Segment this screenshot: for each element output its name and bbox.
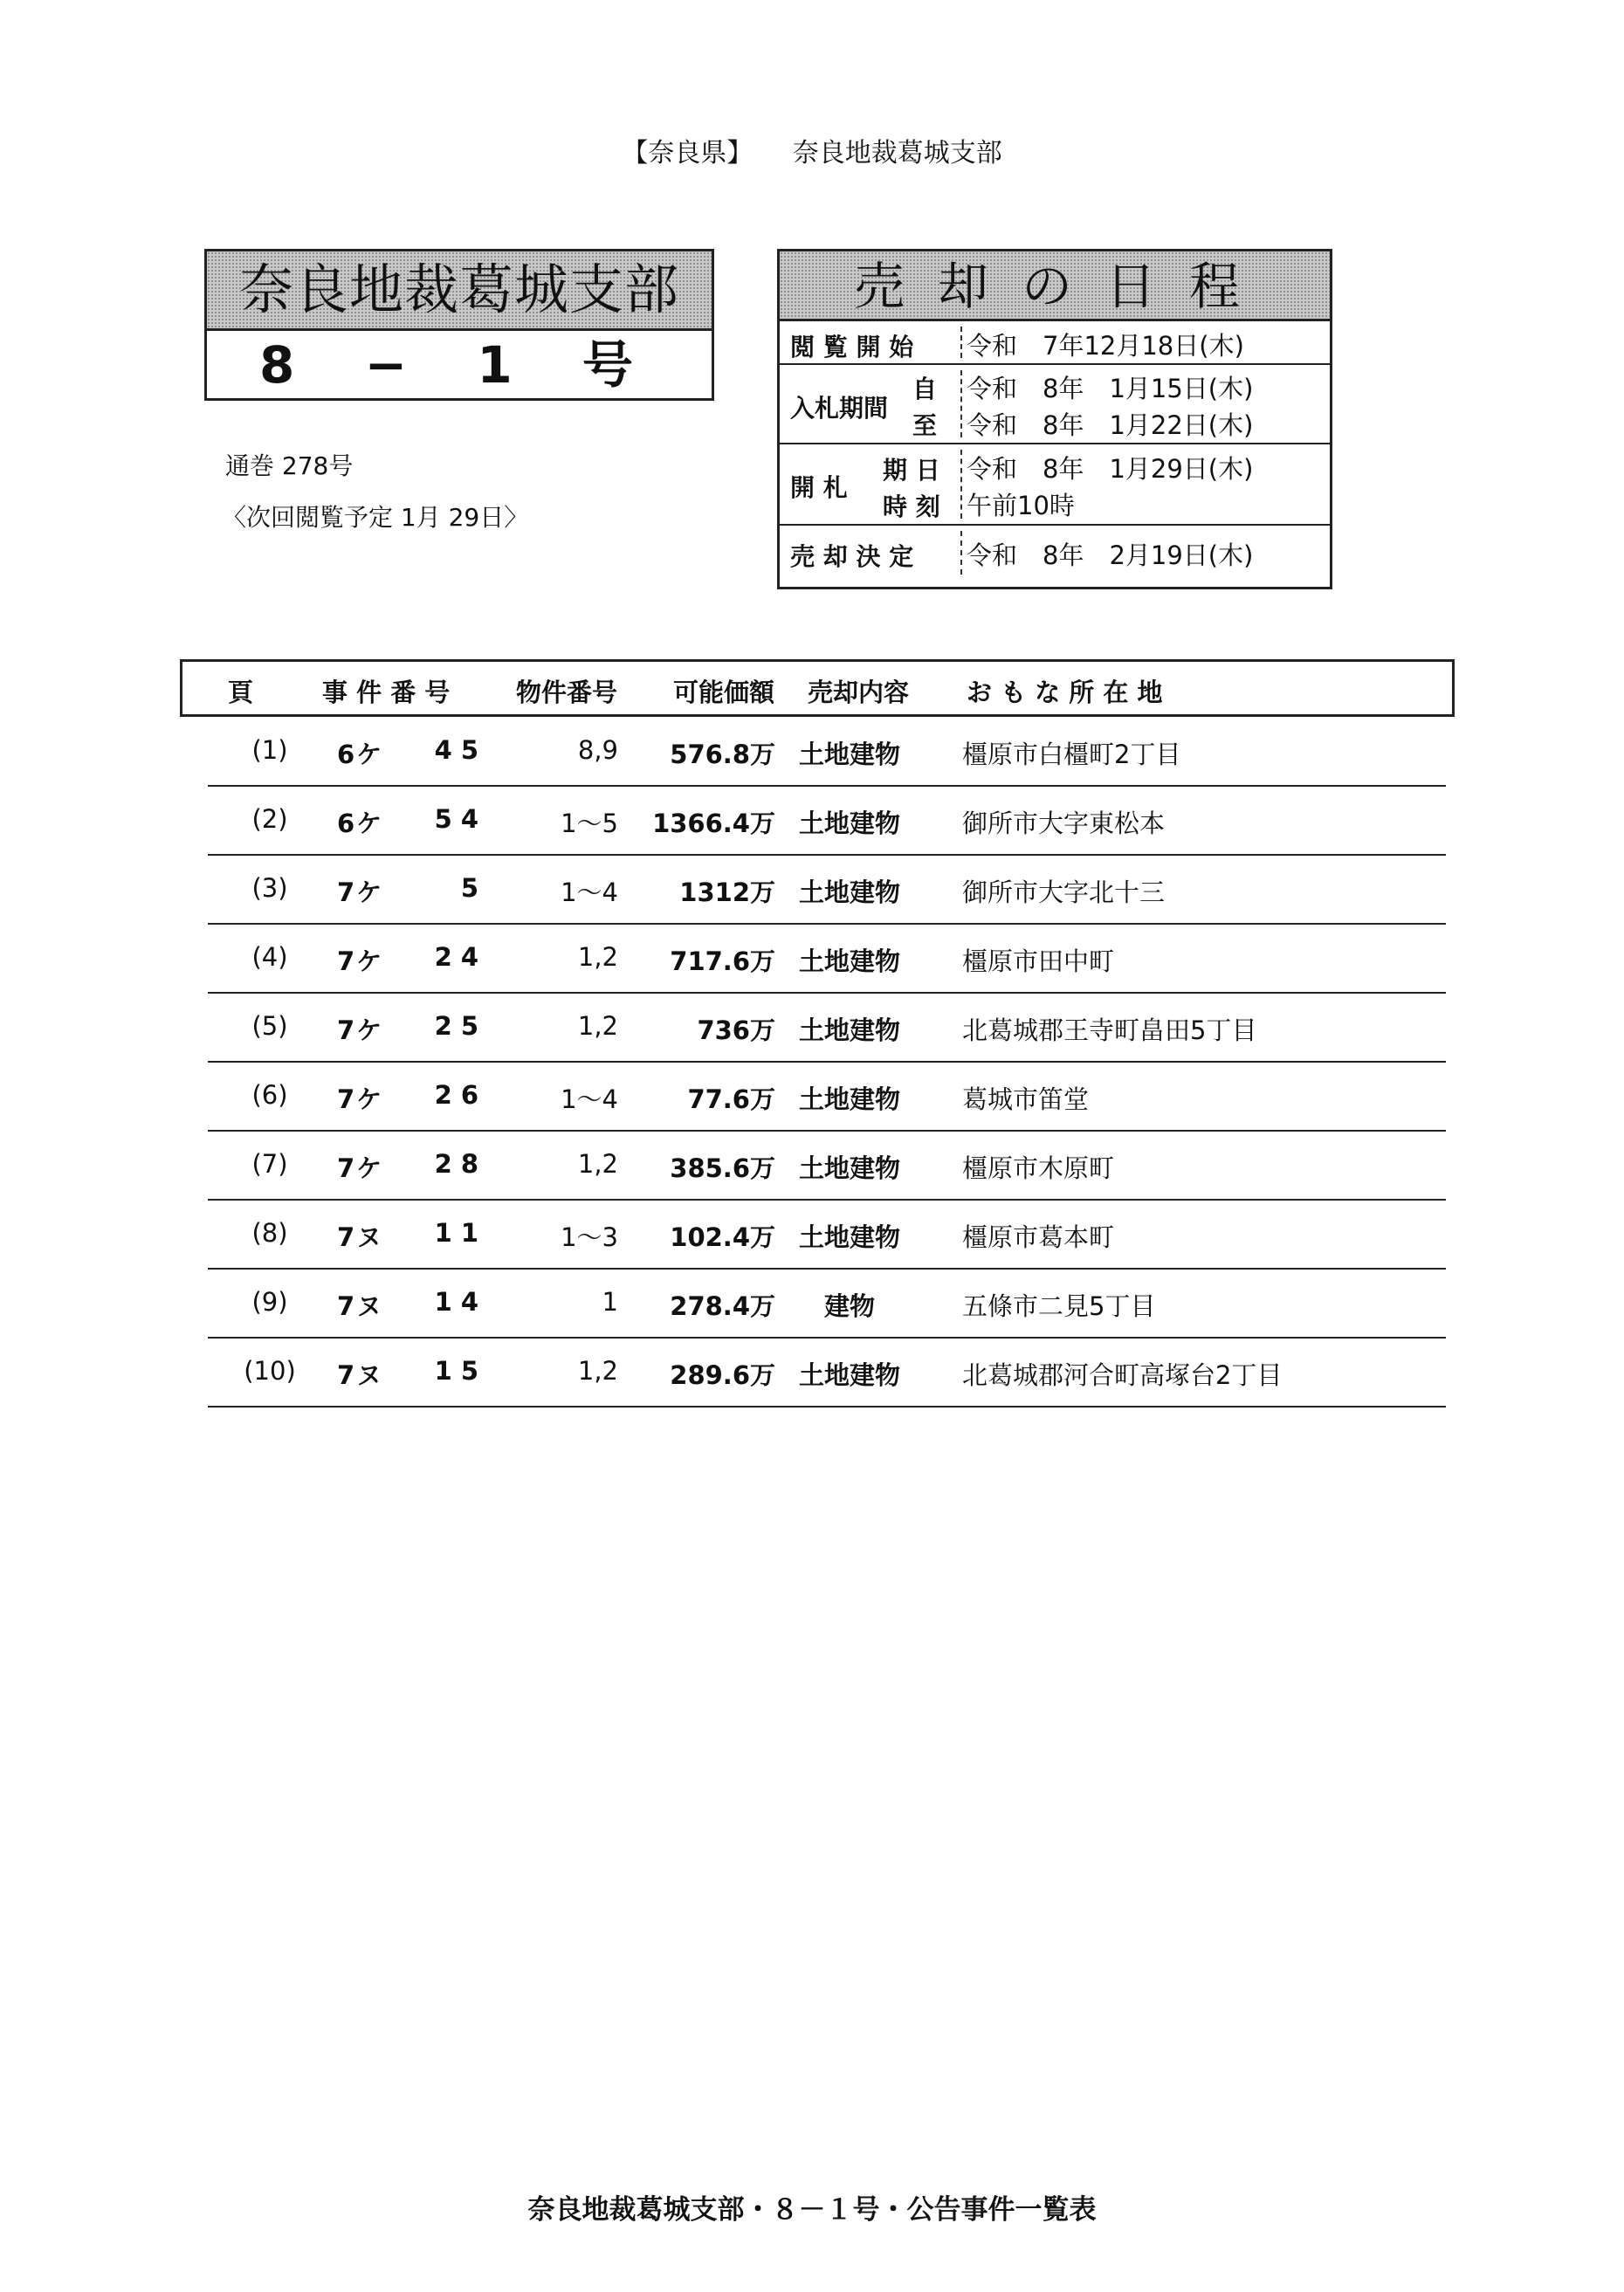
row-sale-type: 土地建物: [798, 809, 900, 838]
row-case-number: 11: [434, 1218, 487, 1248]
row-case-number: 15: [434, 1356, 487, 1386]
row-property-number: 1,2: [577, 1149, 618, 1179]
court-label: 奈良地裁葛城支部: [792, 138, 1002, 169]
opening-date-value: 令和 8年 1月29日(木): [967, 454, 1254, 484]
row-case-number: 5: [460, 873, 487, 903]
row-case-number: 54: [434, 804, 487, 834]
row-page-ref: (8): [251, 1218, 288, 1248]
table-row: [208, 718, 1446, 787]
row-page-ref: (7): [251, 1149, 288, 1179]
row-sale-type: 土地建物: [798, 1222, 900, 1252]
page-footer: 奈良地裁葛城支部・８－１号・公告事件一覧表: [527, 2194, 1097, 2226]
row-price: 289.6万: [670, 1360, 775, 1390]
row-property-number: 1〜3: [561, 1222, 618, 1252]
table-row: [208, 925, 1446, 994]
row-case-code: 7ヌ: [337, 1360, 384, 1390]
row-price: 385.6万: [670, 1153, 775, 1183]
opening-time-label: 時 刻: [883, 492, 940, 521]
next-viewing-date: 〈次回閲覧予定 1月 29日〉: [222, 503, 529, 532]
row-sale-type: 土地建物: [798, 946, 900, 976]
row-property-number: 1〜4: [561, 1084, 618, 1114]
row-location: 北葛城郡王寺町畠田5丁目: [962, 1015, 1257, 1045]
schedule-title: 売却の日程: [780, 251, 1330, 321]
row-case-number: 45: [434, 735, 487, 765]
row-price: 717.6万: [670, 946, 775, 976]
issue-number: 8 − 1 号: [259, 335, 659, 395]
header-page: 頁: [228, 678, 254, 707]
volume-number: 通巻 278号: [225, 451, 354, 480]
table-row: [208, 1201, 1446, 1270]
row-property-number: 1,2: [577, 1356, 618, 1386]
row-location: 五條市二見5丁目: [962, 1291, 1156, 1321]
row-location: 葛城市笛堂: [962, 1084, 1090, 1114]
row-sale-type: 土地建物: [798, 740, 900, 769]
row-price: 1312万: [679, 878, 775, 907]
row-page-ref: (1): [251, 735, 288, 765]
sale-schedule-box: [777, 249, 1332, 589]
row-sale-type: 土地建物: [798, 1015, 900, 1045]
row-case-code: 7ケ: [337, 1084, 384, 1114]
table-row: [208, 1132, 1446, 1201]
row-case-number: 24: [434, 942, 487, 972]
row-location: 橿原市葛本町: [962, 1222, 1115, 1252]
table-row: [208, 787, 1446, 856]
row-location: 橿原市田中町: [962, 946, 1115, 976]
row-case-code: 7ケ: [337, 878, 384, 907]
row-location: 御所市大字東松本: [962, 809, 1166, 838]
listing-table-header: [180, 659, 1455, 717]
row-property-number: 8,9: [577, 735, 618, 765]
row-sale-type: 土地建物: [798, 1360, 900, 1390]
row-sale-type: 建物: [823, 1291, 875, 1321]
viewing-value: 令和 7年12月18日(木): [967, 331, 1244, 361]
row-case-number: 14: [434, 1287, 487, 1317]
row-sale-type: 土地建物: [798, 1084, 900, 1114]
opening-date-label: 期 日: [883, 456, 940, 485]
opening-label: 開 札: [790, 473, 848, 502]
table-row: [208, 994, 1446, 1063]
row-property-number: 1,2: [577, 1011, 618, 1041]
row-location: 北葛城郡河合町高塚台2丁目: [962, 1360, 1283, 1390]
schedule-row-decision: [780, 526, 1330, 580]
table-row: [208, 1063, 1446, 1132]
bidding-to-label: 至: [912, 411, 938, 440]
row-case-code: 7ケ: [337, 946, 384, 976]
header-price: 可能価額: [673, 678, 775, 707]
row-property-number: 1,2: [577, 942, 618, 972]
row-case-number: 28: [434, 1149, 487, 1179]
row-location: 橿原市木原町: [962, 1153, 1115, 1183]
table-row: [208, 1339, 1446, 1408]
row-page-ref: (2): [251, 804, 288, 834]
viewing-label: 閲 覧 開 始: [790, 333, 914, 361]
row-case-number: 26: [434, 1080, 487, 1110]
header-sale-type: 売却内容: [808, 678, 910, 707]
row-page-ref: (9): [251, 1287, 288, 1317]
bidding-label: 入札期間: [790, 394, 889, 423]
header-property-number: 物件番号: [516, 678, 618, 707]
schedule-row-bidding: [780, 365, 1330, 444]
opening-time-value: 午前10時: [967, 491, 1075, 520]
decision-value: 令和 8年 2月19日(木): [967, 540, 1254, 570]
schedule-row-opening: [780, 444, 1330, 526]
row-page-ref: (6): [251, 1080, 288, 1110]
bidding-from-label: 自: [912, 375, 938, 403]
schedule-row-viewing: [780, 321, 1330, 365]
court-issue-box: [204, 249, 714, 401]
row-price: 102.4万: [670, 1222, 775, 1252]
bidding-from-value: 令和 8年 1月15日(木): [967, 374, 1254, 403]
row-price: 576.8万: [670, 740, 775, 769]
row-location: 御所市大字北十三: [962, 878, 1166, 907]
header-case-number: 事 件 番 号: [322, 678, 451, 707]
row-case-code: 6ケ: [337, 809, 384, 838]
bidding-to-value: 令和 8年 1月22日(木): [967, 410, 1254, 440]
row-case-code: 7ケ: [337, 1153, 384, 1183]
row-case-code: 7ヌ: [337, 1291, 384, 1321]
row-case-number: 25: [434, 1011, 487, 1041]
row-case-code: 7ヌ: [337, 1222, 384, 1252]
row-price: 278.4万: [670, 1291, 775, 1321]
row-property-number: 1: [602, 1287, 618, 1317]
court-title: 奈良地裁葛城支部: [207, 251, 712, 331]
row-case-code: 7ケ: [337, 1015, 384, 1045]
row-property-number: 1〜5: [561, 809, 618, 838]
row-property-number: 1〜4: [561, 878, 618, 907]
row-price: 1366.4万: [652, 809, 775, 838]
row-sale-type: 土地建物: [798, 1153, 900, 1183]
table-row: [208, 856, 1446, 925]
row-page-ref: (3): [251, 873, 288, 903]
row-page-ref: (4): [251, 942, 288, 972]
row-location: 橿原市白橿町2丁目: [962, 740, 1181, 769]
row-sale-type: 土地建物: [798, 878, 900, 907]
table-row: [208, 1270, 1446, 1339]
page-header: [0, 131, 1624, 169]
row-price: 736万: [697, 1015, 775, 1045]
prefecture-label: 【奈良県】: [622, 138, 754, 169]
row-price: 77.6万: [687, 1084, 775, 1114]
decision-label: 売 却 決 定: [790, 542, 914, 571]
row-page-ref: (5): [251, 1011, 288, 1041]
row-case-code: 6ケ: [337, 740, 384, 769]
header-location: お も な 所 在 地: [967, 678, 1163, 707]
row-page-ref: (10): [244, 1356, 296, 1386]
